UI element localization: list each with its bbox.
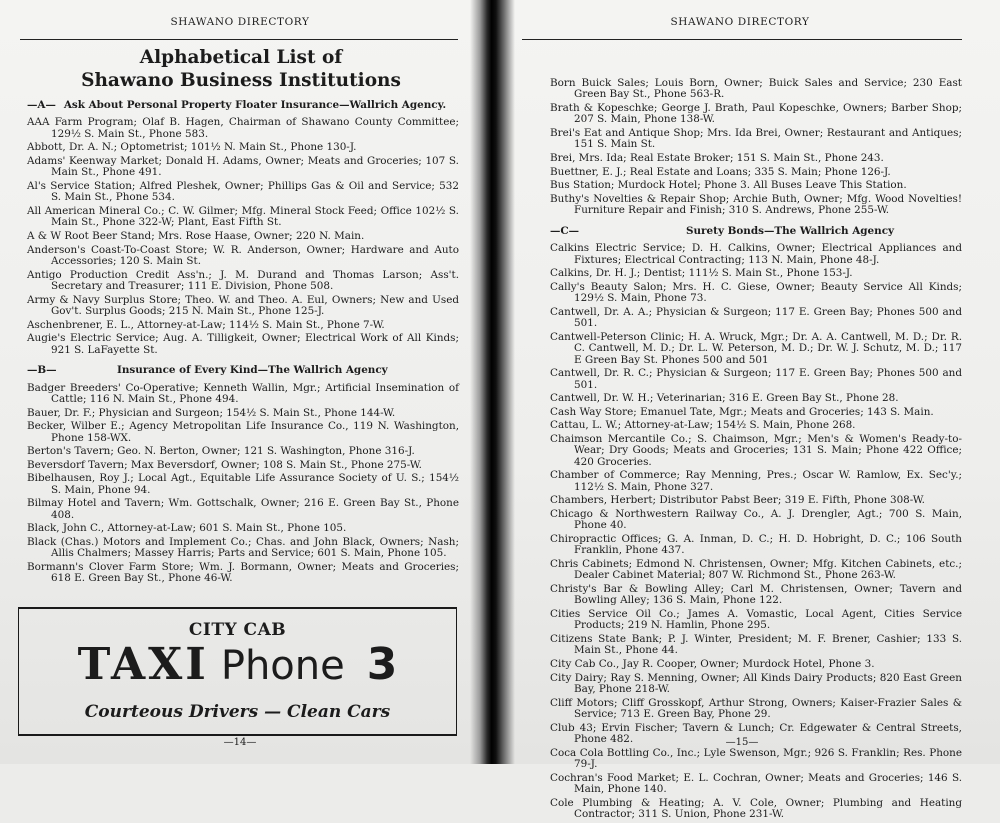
running-head: SHAWANO DIRECTORY [170,16,310,28]
directory-entry: Becker, Wilber E.; Agency Metropolitan Life Insurance Co., 119 N. Washington, Phone 158-WX. [27,420,459,444]
directory-entry: Born Buick Sales; Louis Born, Owner; Buick Sales and Service; 230 East Green Bay St., Phone 563-R. [550,77,962,101]
directory-entry: Cantwell, Dr. R. C.; Physician & Surgeon; 117 E. Green Bay; Phones 500 and 501. [550,367,962,391]
directory-entry: Brath & Kopeschke; George J. Brath, Paul Kopeschke, Owners; Barber Shop; 207 S. Main, Phone 138-W. [550,102,962,126]
page-14 [0,0,483,764]
title-line-1: Alphabetical List of [139,47,343,68]
directory-entry: Black, John C., Attorney-at-Law; 601 S. Main St., Phone 105. [27,522,347,535]
section-tagline: Surety Bonds—The Wallrich Agency [686,224,895,237]
directory-entry: Buthy's Novelties & Repair Shop; Archie Buth, Owner; Mfg. Wood Novelties! Furniture Repair and Finish; 310 S. Andrews, Phone 255-W. [550,192,962,217]
directory-entry: AAA Farm Program; Olaf B. Hagen, Chairman of Shawano County Committee; 129½ S. Main St., Phone 583. [27,116,459,140]
page-15 [500,0,1000,820]
directory-entry: Augie's Electric Service; Aug. A. Tilligkeit, Owner; Electrical Work of All Kinds; 921 S. LaFayette St. [27,332,459,356]
directory-entry: All American Mineral Co.; C. W. Gilmer; Mfg. Mineral Stock Feed; Office 102½ S. Main St., Phone 322-W; Plant, East Fifth St. [27,205,459,229]
directory-entry: Calkins Electric Service; D. H. Calkins, Owner; Electrical Appliances and Fixtures; Electrical Contracting; 113 N. Main, Phone 48-J. [550,242,962,266]
directory-entry: Christy's Bar & Bowling Alley; Carl M. Christensen, Owner; Tavern and Bowling Alley; 136 S. Main, Phone 122. [550,582,962,607]
directory-entry: Club 43; Ervin Fischer; Tavern & Lunch; Cr. Edgewater & Central Streets, Phone 482. [550,721,962,745]
section-letter: —C— [550,224,580,237]
directory-entry: Buettner, E. J.; Real Estate and Loans; 335 S. Main; Phone 126-J. [550,165,891,178]
directory-entry: Cantwell, Dr. W. H.; Veterinarian; 316 E. Green Bay St., Phone 28. [550,392,899,405]
directory-entry: Chamber of Commerce; Ray Menning, Pres.; Oscar W. Ramlow, Ex. Sec'y.; 112½ S. Main, Phone 327. [550,469,962,493]
directory-entry: Bilmay Hotel and Tavern; Wm. Gottschalk, Owner; 216 E. Green Bay St., Phone 408. [27,497,459,521]
ad-headline [19,639,456,696]
directory-entry: A & W Root Beer Stand; Mrs. Rose Haase, Owner; 220 N. Main. [27,230,365,242]
directory-entry: Cattau, L. W.; Attorney-at-Law; 154½ S. Main, Phone 268. [550,419,856,432]
directory-entry: Coca Cola Bottling Co., Inc.; Lyle Swenson, Mgr.; 926 S. Franklin; Res. Phone 79-J. [550,746,962,770]
directory-entry: Cally's Beauty Salon; Mrs. H. C. Giese, Owner; Beauty Service All Kinds; 129½ S. Main, Phone 73. [550,280,962,305]
entries-b [27,383,459,585]
directory-entry: Berton's Tavern; Geo. N. Berton, Owner; 121 S. Washington, Phone 316-J. [27,445,415,458]
directory-entry: Cantwell, Dr. A. A.; Physician & Surgeon; 117 E. Green Bay; Phones 500 and 501. [550,305,962,330]
directory-entry: Cities Service Oil Co.; James A. Vomastic, Local Agent, Cities Service Products; 219 N. Hamlin, Phone 295. [550,607,962,632]
directory-entry: Chicago & Northwestern Railway Co., A. J. Drengler, Agt.; 700 S. Main, Phone 40. [550,507,962,532]
directory-entry: Anderson's Coast-To-Coast Store; W. R. Anderson, Owner; Hardware and Auto Accessories; 120 S. Main St. [27,243,459,267]
directory-entry: Al's Service Station; Alfred Pleshek, Owner; Phillips Gas & Oil and Service; 532 S. Main St., Phone 534. [27,180,459,204]
directory-entry: Cochran's Food Market; E. L. Cochran, Owner; Meats and Groceries; 146 S. Main, Phone 140. [550,771,962,795]
directory-entry: Chris Cabinets; Edmond N. Christensen, Owner; Mfg. Kitchen Cabinets, etc.; Dealer Cabinet Material; 807 W. Richmond St., Phone 263-W. [550,557,962,582]
directory-entry: Aschenbrener, E. L., Attorney-at-Law; 114½ S. Main St., Phone 7-W. [27,318,385,331]
directory-entry: Brei's Eat and Antique Shop; Mrs. Ida Brei, Owner; Restaurant and Antiques; 151 S. Main St. [550,127,962,151]
directory-entry: Badger Breeders' Co-Operative; Kenneth Wallin, Mgr.; Artificial Insemination of Cattle; 116 N. Main St., Phone 494. [27,381,459,405]
directory-entry: Calkins, Dr. H. J.; Dentist; 111½ S. Main St., Phone 153-J. [550,267,853,280]
title-line-2: Shawano Business Institutions [81,70,401,91]
directory-entry: City Cab Co., Jay R. Cooper, Owner; Murdock Hotel, Phone 3. [550,657,875,670]
directory-entry: Bibelhausen, Roy J.; Local Agt., Equitable Life Assurance Society of U. S.; 154½ S. Main, Phone 94. [27,472,459,496]
section-header-a [27,100,459,111]
page-title [22,46,460,92]
section-tagline: Ask About Personal Property Floater Insurance—Wallrich Agency. [63,99,447,111]
running-head: SHAWANO DIRECTORY [670,16,810,28]
ad-slogan: Courteous Drivers — Clean Cars [84,702,391,722]
directory-entry: Black (Chas.) Motors and Implement Co.; Chas. and John Black, Owners; Nash; Allis Chalmers; Massey Harris; Parts and Service; 601 S. Main, Phone 105. [27,535,459,560]
section-letter: —B— [27,364,57,377]
directory-entry: Cantwell-Peterson Clinic; H. A. Wruck, Mgr.; Dr. A. A. Cantwell, M. D.; Dr. R. C. Cantwell, M. D.; Dr. L. W. Peterson, M. D.; Dr. W. J. Schutz, M. D.; 117 E Green Bay St. Phones 500 and 501 [550,330,962,366]
right-listing [550,78,962,823]
directory-entry: Chiropractic Offices; G. A. Inman, D. C.; H. D. Hobright, D. C.; 106 South Franklin, Phone 437. [550,532,962,557]
directory-entry: Army & Navy Surplus Store; Theo. W. and Theo. A. Eul, Owners; New and Used Gov't. Surplus Goods; 215 N. Main St., Phone 125-J. [27,293,459,317]
ad-phone-number: 3 [366,639,398,690]
directory-entry: Bauer, Dr. F.; Physician and Surgeon; 154½ S. Main St., Phone 144-W. [27,406,396,419]
section-header-c [550,226,962,237]
entries-b-continued [550,78,962,217]
ad-header: CITY CAB [188,620,287,640]
ad-phone-word: Phone [220,643,345,689]
city-cab-advertisement [18,607,457,736]
ad-taxi: TAXI [77,639,209,690]
header-rule [522,39,962,40]
directory-entry: Adams' Keenway Market; Donald H. Adams, Owner; Meats and Groceries; 107 S. Main St., Phone 491. [27,155,459,179]
directory-entry: Cash Way Store; Emanuel Tate, Mgr.; Meats and Groceries; 143 S. Main. [550,405,934,418]
directory-entry: Beversdorf Tavern; Max Beversdorf, Owner; 108 S. Main St., Phone 275-W. [27,458,422,471]
directory-entry: Abbott, Dr. A. N.; Optometrist; 101½ N. Main St., Phone 130-J. [27,141,357,154]
directory-entry: Citizens State Bank; P. J. Winter, President; M. F. Brener, Cashier; 133 S. Main St., Phone 44. [550,632,962,657]
book-gutter [470,0,515,764]
directory-entry: Cliff Motors; Cliff Grosskopf, Arthur Strong, Owners; Kaiser-Frazier Sales & Service; 713 E. Green Bay, Phone 29. [550,696,962,720]
page-number: —14— [223,737,257,748]
section-tagline: Insurance of Every Kind—The Wallrich Agency [117,364,388,377]
directory-entry: Antigo Production Credit Ass'n.; J. M. Durand and Thomas Larson; Ass't. Secretary and Treasurer; 111 E. Division, Phone 508. [27,268,459,292]
entries-c [550,243,962,820]
directory-entry: City Dairy; Ray S. Menning, Owner; All Kinds Dairy Products; 820 East Green Bay, Phone 218-W. [550,671,962,695]
directory-entry: Bormann's Clover Farm Store; Wm. J. Bormann, Owner; Meats and Groceries; 618 E. Green Bay St., Phone 46-W. [27,560,459,585]
directory-entry: Cole Plumbing & Heating; A. V. Cole, Owner; Plumbing and Heating Contractor; 311 S. Union, Phone 231-W. [550,796,962,820]
section-letter: —A— [27,99,56,111]
section-header-b [27,365,459,376]
left-listing [27,98,459,587]
directory-entry: Bus Station; Murdock Hotel; Phone 3. All Buses Leave This Station. [550,179,907,192]
page-number: —15— [725,737,759,748]
entries-a [27,117,459,356]
directory-entry: Chambers, Herbert; Distributor Pabst Beer; 319 E. Fifth, Phone 308-W. [550,494,925,507]
header-rule [20,39,458,40]
directory-entry: Chaimson Mercantile Co.; S. Chaimson, Mgr.; Men's & Women's Ready-to-Wear; Dry Goods; Meats and Groceries; 131 S. Main; Phone 422 Office; 420 Groceries. [550,432,962,468]
directory-entry: Brei, Mrs. Ida; Real Estate Broker; 151 S. Main St., Phone 243. [550,152,884,164]
